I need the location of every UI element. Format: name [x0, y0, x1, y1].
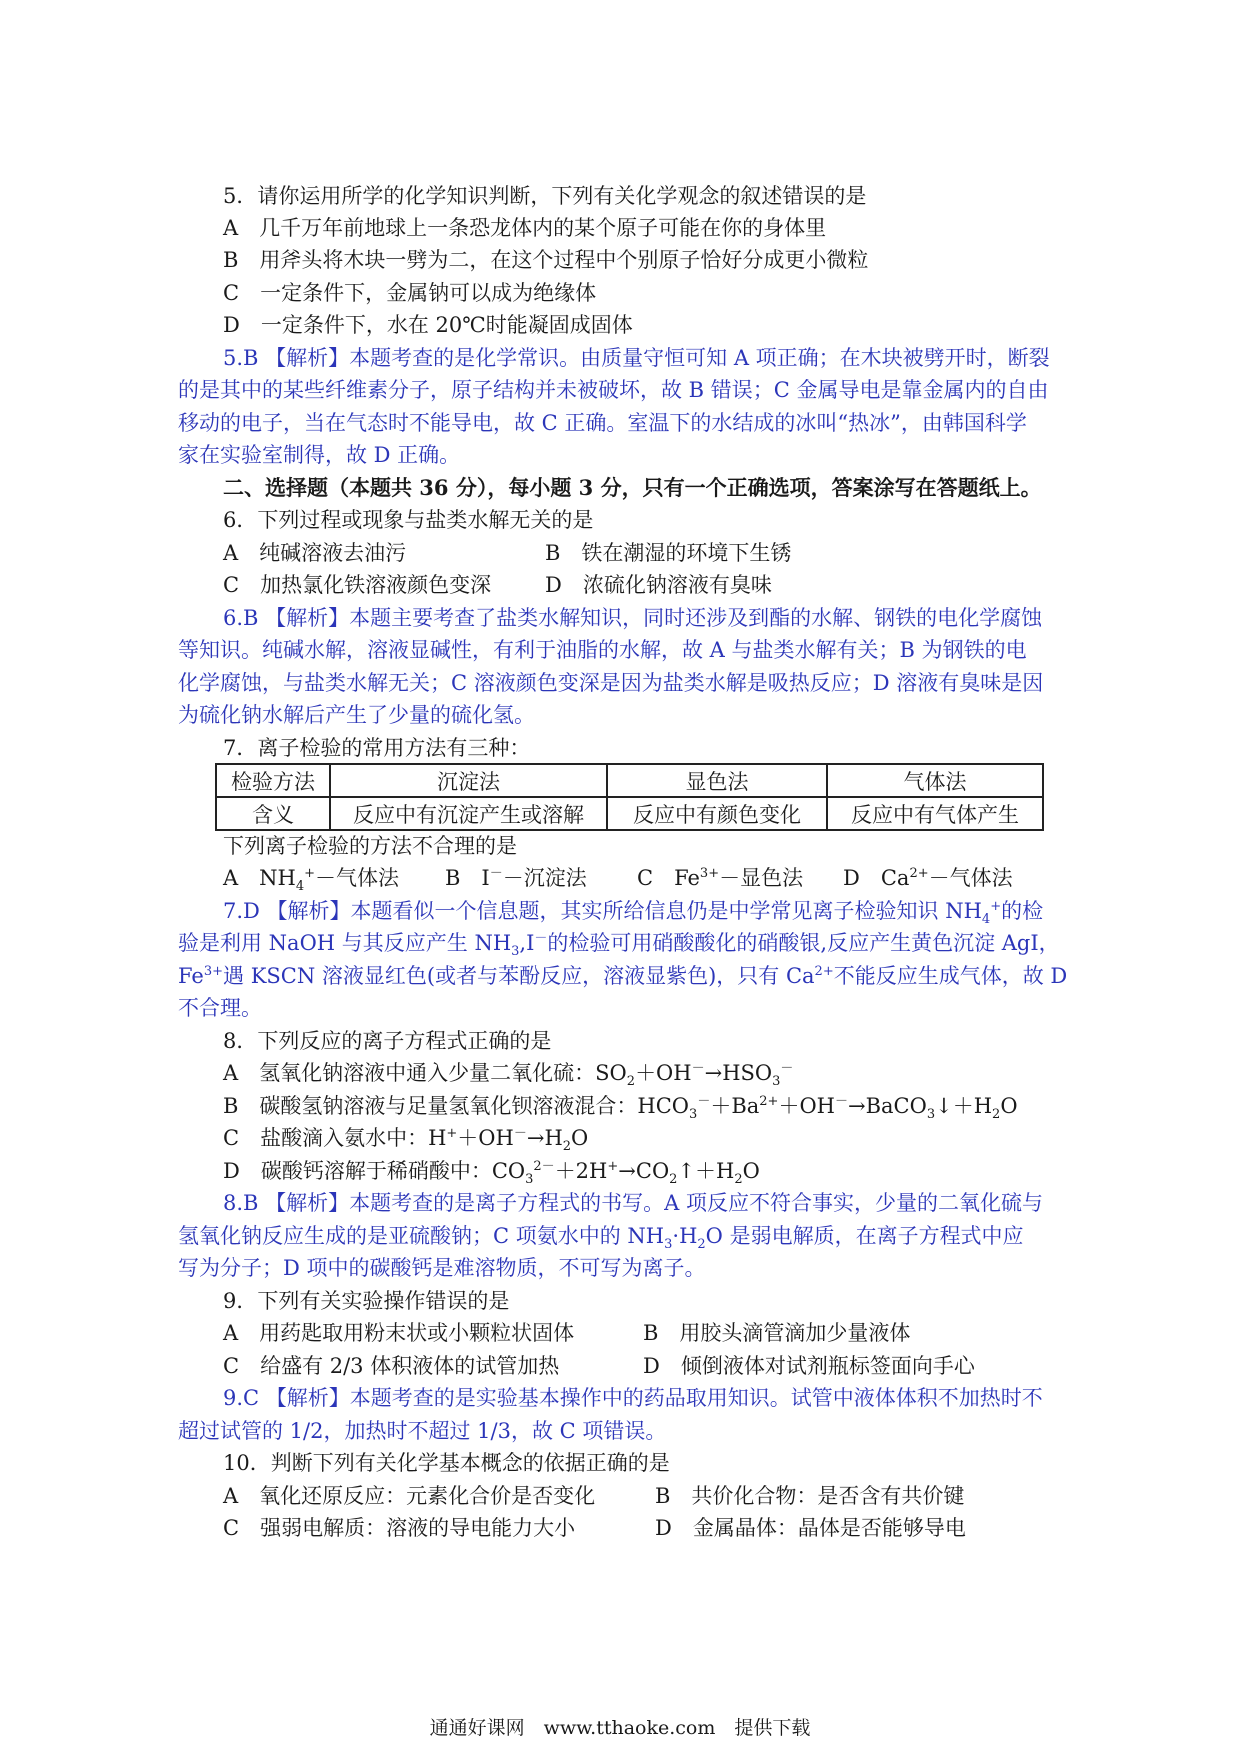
q6-analysis-line: 等知识。纯碱水解，溶液显碱性，有利于油脂的水解，故 A 与盐类水解有关；B 为钢铁的电	[178, 638, 1027, 662]
table-cell: 反应中有沉淀产生或溶解	[330, 797, 607, 830]
q6-stem: 6．下列过程或现象与盐类水解无关的是	[223, 508, 594, 532]
q8-option-c: C 盐酸滴入氨水中：$H^++OH^-\to H_2O$	[223, 1126, 589, 1155]
q10-option-c: C 强弱电解质：溶液的导电能力大小	[223, 1516, 576, 1540]
q10-option-a: A 氧化还原反应：元素化合价是否变化	[223, 1484, 596, 1508]
q6-analysis-line: 6.B 【解析】本题主要考查了盐类水解知识，同时还涉及到酯的水解、钢铁的电化学腐蚀	[223, 606, 1043, 630]
q9-option-c: C 给盛有 2/3 体积液体的试管加热	[223, 1354, 560, 1378]
q5-analysis-line: 5.B 【解析】本题考查的是化学常识。由质量守恒可知 A 项正确；在木块被劈开时，断裂	[223, 346, 1050, 370]
q8-option-a: A 氢氧化钠溶液中通入少量二氧化硫：$SO_2+OH^-\to HSO_3^-$	[223, 1061, 794, 1090]
ion-detection-table	[215, 763, 1044, 831]
q9-analysis-line: 9.C 【解析】本题考查的是实验基本操作中的药品取用知识。试管中液体体积不加热时不	[223, 1386, 1043, 1410]
q7-analysis-line: $Fe^{3+}$遇 KSCN 溶液显红色(或者与苯酚反应，溶液显紫色)，只有 $Ca^{2+}$不能反应生成气体，故 D	[178, 964, 1068, 988]
q6-option-b: B 铁在潮湿的环境下生锈	[545, 541, 792, 565]
q9-option-a: A 用药匙取用粉末状或小颗粒状固体	[223, 1321, 575, 1345]
q6-option-d: D 浓硫化钠溶液有臭味	[545, 573, 772, 597]
q5-stem: 5．请你运用所学的化学知识判断，下列有关化学观念的叙述错误的是	[223, 184, 867, 208]
q10-stem: 10．判断下列有关化学基本概念的依据正确的是	[223, 1451, 670, 1475]
q5-option-c: C 一定条件下，金属钠可以成为绝缘体	[223, 281, 597, 305]
q7-option-b: B I－－沉淀法	[445, 866, 587, 890]
table-row	[216, 764, 1043, 797]
q7-option-a: A $NH_4^+-$气体法	[223, 866, 400, 895]
q10-option-d: D 金属晶体：晶体是否能够导电	[655, 1516, 966, 1540]
q5-option-b: B 用斧头将木块一劈为二，在这个过程中个别原子恰好分成更小微粒	[223, 248, 869, 272]
q9-analysis-line: 超过试管的 1/2，加热时不超过 1/3，故 C 项错误。	[178, 1419, 667, 1443]
q9-option-b: B 用胶头滴管滴加少量液体	[643, 1321, 911, 1345]
q5-analysis-line: 的是其中的某些纤维素分子，原子结构并未被破坏，故 B 错误；C 金属导电是靠金属内的自由	[178, 378, 1049, 402]
q7-stem: 7．离子检验的常用方法有三种：	[223, 736, 531, 760]
q7-analysis-line: 7.D 【解析】本题看似一个信息题，其实所给信息仍是中学常见离子检验知识 $NH_4^+$的检	[223, 899, 1044, 928]
q6-analysis-line: 化学腐蚀，与盐类水解无关；C 溶液颜色变深是因为盐类水解是吸热反应；D 溶液有臭味是因	[178, 671, 1044, 695]
q9-stem: 9．下列有关实验操作错误的是	[223, 1289, 510, 1313]
q5-option-d: D 一定条件下，水在 20℃时能凝固成固体	[223, 313, 633, 337]
q8-stem: 8．下列反应的离子方程式正确的是	[223, 1029, 552, 1053]
q9-option-d: D 倾倒液体对试剂瓶标签面向手心	[643, 1354, 975, 1378]
q5-option-a: A 几千万年前地球上一条恐龙体内的某个原子可能在你的身体里	[223, 216, 827, 240]
q7-option-c: C $Fe^{3+}-$显色法	[637, 866, 804, 890]
q7-question: 下列离子检验的方法不合理的是	[223, 834, 517, 858]
q6-analysis-line: 为硫化钠水解后产生了少量的硫化氢。	[178, 703, 535, 727]
q6-option-c: C 加热氯化铁溶液颜色变深	[223, 573, 492, 597]
q10-option-b: B 共价化合物：是否含有共价键	[655, 1484, 965, 1508]
table-cell: 含义	[216, 797, 330, 830]
table-cell: 检验方法	[216, 764, 330, 797]
q7-analysis-line: 验是利用 NaOH 与其反应产生 $NH_3,I^-$的检验可用硝酸酸化的硝酸银,反应产生黄色沉淀 AgI，	[178, 931, 1060, 960]
q8-analysis-line: 8.B 【解析】本题考查的是离子方程式的书写。A 项反应不符合事实，少量的二氧化硫与	[223, 1191, 1043, 1215]
q6-option-a: A 纯碱溶液去油污	[223, 541, 407, 565]
page-footer: 通通好课网 www.tthaoke.com 提供下载	[429, 1717, 811, 1739]
q7-analysis-line: 不合理。	[178, 996, 262, 1020]
table-row	[216, 797, 1043, 830]
table-cell: 反应中有气体产生	[827, 797, 1043, 830]
table-cell: 气体法	[827, 764, 1043, 797]
q5-analysis-line: 移动的电子，当在气态时不能导电，故 C 正确。室温下的水结成的冰叫“热冰”，由韩国科学	[178, 411, 1027, 435]
table-cell: 沉淀法	[330, 764, 607, 797]
q8-option-d: D 碳酸钙溶解于稀硝酸中：$CO_3^{2-}+2H^+\to CO_2↑+H_2O$	[223, 1159, 760, 1188]
q8-analysis-line: 写为分子；D 项中的碳酸钙是难溶物质，不可写为离子。	[178, 1256, 706, 1280]
table-cell: 显色法	[607, 764, 827, 797]
table-cell: 反应中有颜色变化	[607, 797, 827, 830]
section-heading: 二、选择题（本题共 36 分），每小题 3 分，只有一个正确选项，答案涂写在答题纸上。	[223, 475, 1042, 500]
q8-analysis-line: 氢氧化钠反应生成的是亚硫酸钠；C 项氨水中的 $NH_3\cdot H_2O$ 是弱电解质，在离子方程式中应	[178, 1224, 1024, 1253]
q5-analysis-line: 家在实验室制得，故 D 正确。	[178, 443, 461, 467]
q8-option-b: B 碳酸氢钠溶液与足量氢氧化钡溶液混合：$HCO_3^-+Ba^{2+}+OH^-\to BaCO_3↓+H_2O$	[223, 1094, 1018, 1123]
q7-option-d: D $Ca^{2+}-$气体法	[843, 866, 1013, 890]
